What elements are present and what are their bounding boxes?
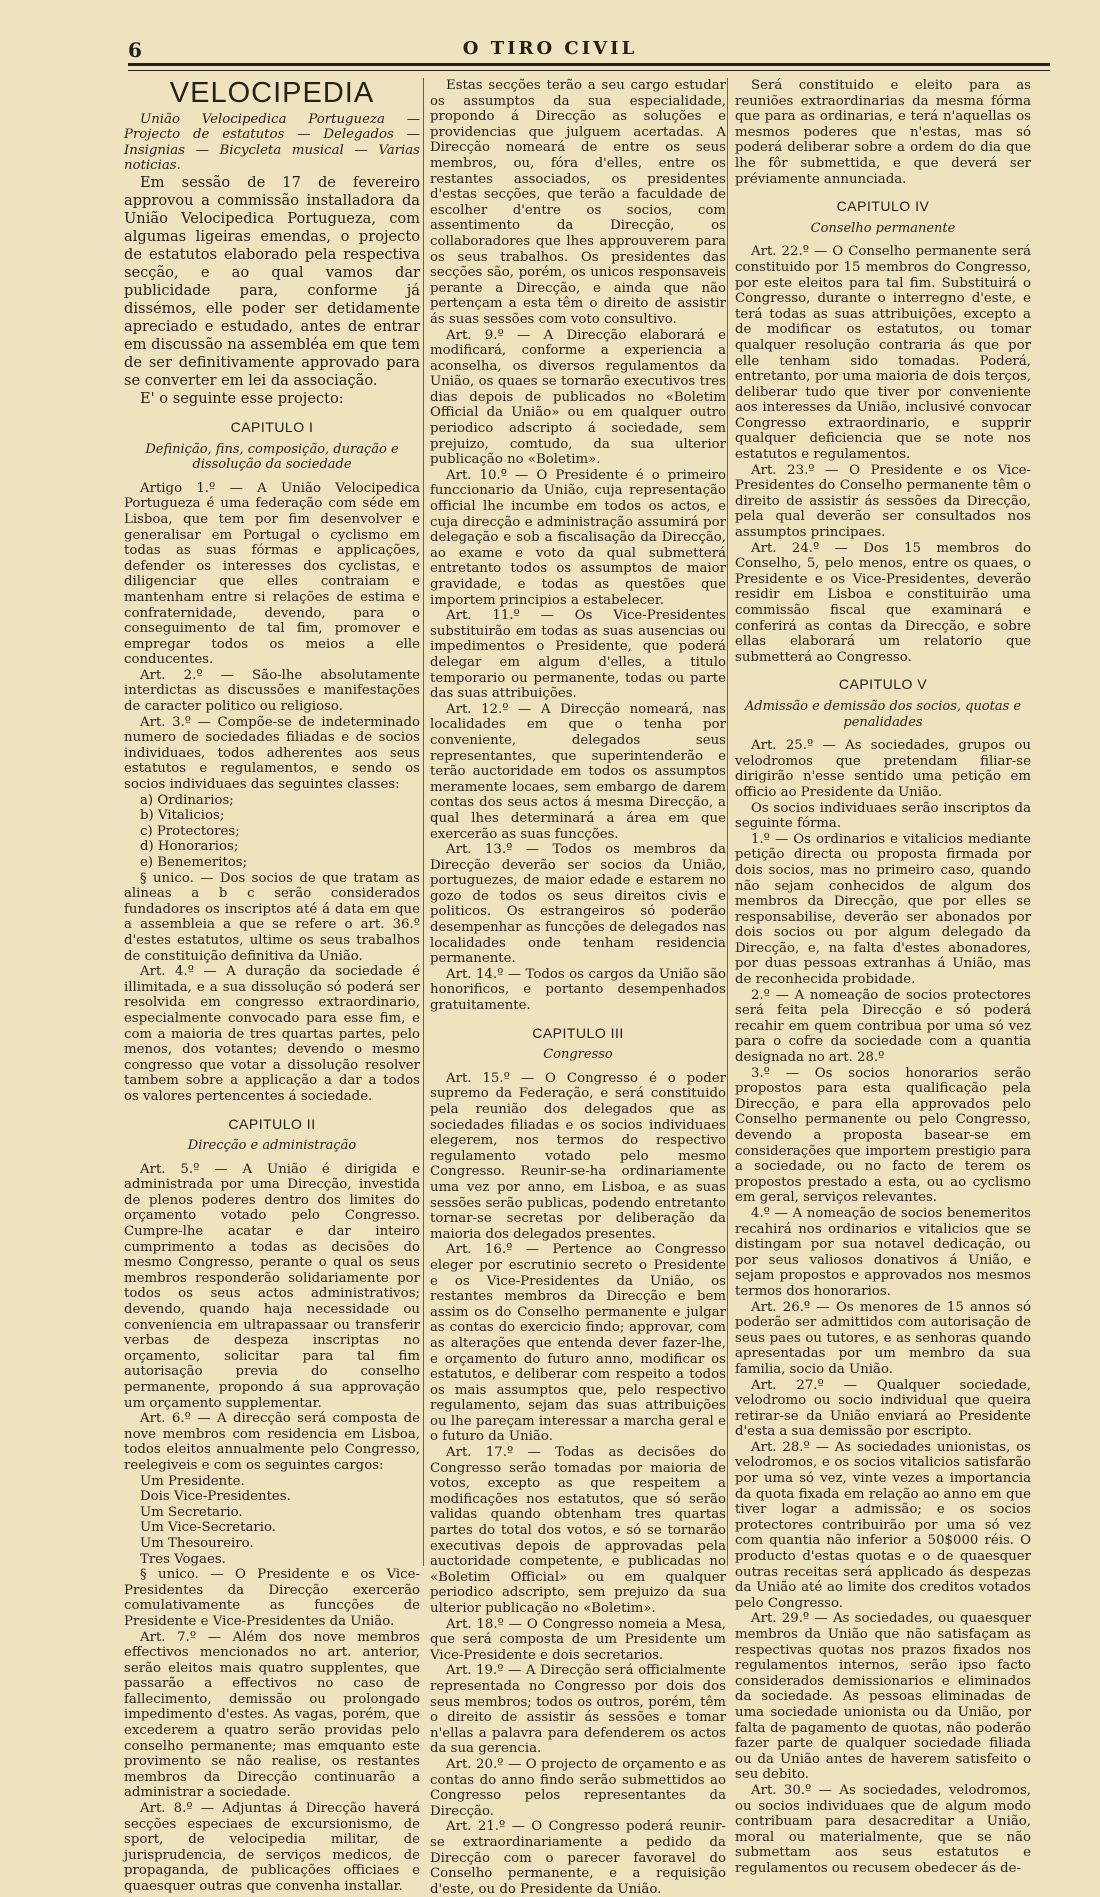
intro-paragraph: Em sessão de 17 de fevereiro approvou a commissão installadora da União Velocipedica Portugueza, com algumas ligeiras emendas, o projecto de estatutos elaborado pela respectiva secção, e ao qual vamos dar publicidade para, conforme já dissémos, elle poder ser detidamente apreciado e estudado, antes de entrar em discussão na assembléa em que tem de ser definitivamente approvado para se converter em lei da associação. xyxy=(124,173,420,389)
article: Art. 20.º — O projecto de orçamento e as contas do anno findo serão submettidos ao Congresso pelos representantes da Direcção. xyxy=(430,1756,726,1819)
chapter-heading: CAPITULO V xyxy=(838,676,928,693)
chapter-subtitle: Direcção e administração xyxy=(187,1138,357,1154)
list-item: Dois Vice-Presidentes. xyxy=(140,1489,291,1505)
article: Art. 25.º — As sociedades, grupos ou velodromos que pretendam filiar-se dirigirão n'esse sentido uma petição em officio ao Presidente da União. xyxy=(735,738,1031,800)
article: Art. 21.º — O Congresso poderá reunir-se extraordinariamente a pedido da Direcção com o parecer favoravel do Conselho permanente, e a requisição d'este, ou do Presidente da União. xyxy=(430,1819,726,1897)
article: Art. 27.º — Qualquer sociedade, velodromo ou socio individual que queira retirar-se da União enviará ao Presidente d'esta a sua demissão por escripto. xyxy=(735,1377,1031,1440)
article: Art. 28.º — As sociedades unionistas, os velodromos, e os socios vitalicios satisfarão por uma só vez, vinte vezes a importancia da quota fixada em relação ao anno em que tiver logar a admissão; e os socios protectores contribuirão por uma só vez com quantia não inferior a 50$000 réis. O producto d'estas quotas e o de quaesquer outras receitas será applicado ás despezas da União até ao limite dos creditos votados pelo Congresso. xyxy=(735,1439,1031,1611)
chapter-heading: CAPITULO III xyxy=(532,1024,624,1041)
list-item: Um Vice-Secretario. xyxy=(140,1520,277,1536)
chapter-heading: CAPITULO II xyxy=(228,1115,316,1132)
chapter-subtitle: Admissão e demissão dos socios, quotas e penalidades xyxy=(744,698,1022,730)
article: 1.º — Os ordinarios e vitalicios mediante petição directa ou proposta firmada por dois socios, mas no primeiro caso, quando não sejam conhecidos de algum dos membros da Direcção, que por elles se responsabilise, deverão ser abonados por dois socios ou por algum delegado da Direcção, e, na falta d'estes abonadores, por duas pessoas extranhas á União, mas de reconhecida probidade. xyxy=(735,831,1031,988)
article: § unico. — O Presidente e os Vice-Presidentes da Direcção exercerão comulativamente as funcções de Presidente e Vice-Presidentes da União. xyxy=(124,1567,420,1629)
article: 4.º — A nomeação de socios benemeritos recahirá nos ordinarios e vitalicios que se distingam por sua notavel dedicação, ou por seus valiosos donativos á União, e sejam propostos e approvados nos mesmos termos dos honorarios. xyxy=(735,1205,1031,1299)
intro xyxy=(124,174,420,408)
header-rule xyxy=(128,63,1050,66)
column-2 xyxy=(430,78,726,1897)
list-item: Um Thesoureiro. xyxy=(140,1535,254,1551)
article: Art. 16.º — Pertence ao Congresso eleger por escrutinio secreto o Presidente e os Vice-Presidentes da União, os restantes membros da Direcção e bem assim os do Conselho permanente e julgar as contas do exercicio findo; approvar, com as alterações que entenda dever fazer-lhe, e orçamento do futuro anno, modificar os estatutos, e deliberar com respeito a todos os mais assumptos que, pelo respectivo regulamento, sejam das suas attribuições ou lhe pareçam interessar a marcha geral e o futuro da União. xyxy=(430,1242,726,1445)
column-3 xyxy=(735,78,1031,1877)
chapter-subtitle: Definição, fins, composição, duração e dissolução da sociedade xyxy=(145,441,399,473)
list-item: Um Presidente. xyxy=(140,1473,245,1489)
article: Art. 12.º — A Direcção nomeará, nas localidades em que o tenha por conveniente, delegados seus representantes, que superintenderão e terão auctoridade em todos os assumptos meramente locaes, sem embargo de darem contas dos seus actos á mesma Direcção, a qual lhes determinará a área em que exercerão as suas funcções. xyxy=(430,701,726,842)
intro-paragraph: E' o seguinte esse projecto: xyxy=(140,389,344,407)
article: 2.º — A nomeação de socios protectores será feita pela Direcção e só poderá recahir em quem contribua por uma só vez para o cofre da sociedade com a quantia designada no art. 28.º xyxy=(735,987,1031,1066)
running-title: O TIRO CIVIL xyxy=(462,38,638,59)
section-summary: União Velocipedica Portugueza — Projecto de estatutos — Delegados — Insignias — Bicycleta musical — Varias noticias. xyxy=(124,111,420,174)
article: 3.º — Os socios honorarios serão propostos para esta qualificação pela Direcção, e para ella approvados pelo Conselho permanente ou pelo Congresso, devendo a proposta basear-se em considerações que importem prestigio para a sociedade, ou no facto de terem os propostos prestado a esta, ou ao cyclismo em geral, serviços relevantes. xyxy=(735,1065,1031,1206)
article: Art. 6.º — A direcção será composta de nove membros com residencia em Lisboa, todos eleitos annualmente pelo Congresso, reelegiveis e com os seguintes cargos: xyxy=(124,1411,420,1473)
article: Art. 10.º — O Presidente é o primeiro funccionario da União, cuja representação official lhe incumbe em todos os actos, e cuja direcção e administração assumirá por delegação e sob a fiscalisação da Direcção, ao exame e voto da qual submetterá entretanto todos os assumptos de maior gravidade, e todas as questões que importem principios a estabelecer. xyxy=(430,467,726,608)
list-item: c) Protectores; xyxy=(140,823,240,839)
article: Art. 15.º — O Congresso é o poder supremo da Federação, e será constituido pela reunião dos delegados que as sociedades filiadas e os socios individuaes elegerem, nos termos do respectivo regulamento votado pelo mesmo Congresso. Reunir-se-ha ordinariamente uma vez por anno, em Lisboa, e as suas sessões serão publicas, podendo entretanto tornar-se secretas por deliberação da maioria dos delegados presentes. xyxy=(430,1070,726,1242)
article: Art. 9.º — A Direcção elaborará e modificará, conforme a experiencia a aconselha, os diversos regulamentos da União, os quaes se tornarão executivos tres dias depois de publicados no «Boletim Official da União» ou em qualquer outro periodico adscripto á sociedade, sem prejuizo, comtudo, da sua ulterior publicação no «Boletim». xyxy=(430,327,726,468)
list-item: d) Honorarios; xyxy=(140,839,239,855)
article: Art. 24.º — Dos 15 membros do Conselho, 5, pelo menos, entre os quaes, o Presidente e os Vice-Presidentes, deverão residir em Lisboa e constituirão uma commissão fiscal que examinará e conferirá as contas da Direcção, e sobre ellas elaborará um relatorio que submetterá ao Congresso. xyxy=(735,540,1031,665)
chapter-subtitle: Conselho permanente xyxy=(810,220,956,236)
article: Art. 5.º — A União é dirigida e administrada por uma Direcção, investida de plenos poderes dentro dos limites do orçamento votado pelo Congresso. Cumpre-lhe acatar e dar inteiro cumprimento a todas as decisões do mesmo Congresso, perante o qual os seus membros responderão solidariamente por todos os seus actos administrativos; devendo, quando haja necessidade ou conveniencia em ultrapassaar ou transferir verbas de despeza inscriptas no orçamento, solicitar para tal fim autorisação previa do conselho permanente, propondo á sua approvação um orçamento supplementar. xyxy=(124,1161,420,1411)
article: Art. 2.º — São-lhe absolutamente interdictas as discussões e manifestações de caracter politico ou religioso. xyxy=(124,667,420,715)
column-divider xyxy=(727,78,728,1566)
header-rule-thin xyxy=(128,70,1050,71)
column-1 xyxy=(124,78,420,1895)
article: Art. 29.º — As sociedades, ou quaesquer membros da União que não satisfaçam as respectivas quotas nos prazos fixados nos regulamentos internos, serão ipso facto considerados demissionarios e eliminados da sociedade. As pessoas eliminadas de uma sociedade unionista ou da União, por falta de pagamento de quotas, não poderão fazer parte de qualquer sociedade filiada ou da União antes de haverem satisfeito o seu debito. xyxy=(735,1611,1031,1783)
article: Art. 11.º — Os Vice-Presidentes substituirão em todas as suas ausencias ou impedimentos o Presidente, que poderá delegar em algum d'elles, a titulo temporario ou permanente, todas ou parte das suas attribuições. xyxy=(430,608,726,702)
list-item: Tres Vogaes. xyxy=(140,1551,226,1567)
chapter-heading: CAPITULO IV xyxy=(836,198,930,215)
article: Será constituido e eleito para as reuniões extraordinarias da mesma fórma que para as ordinarias, e terá n'aquellas os mesmos poderes que n'estas, mas só poderá deliberar sobre a ordem do dia que lhe fôr submettida, e que deverá ser préviamente annunciada. xyxy=(735,78,1031,187)
article: § unico. — Dos socios de que tratam as alineas a b c serão considerados fundadores os inscriptos até á data em que a assembleia a que se refere o art. 36.º d'estes estatutos, ultime os seus trabalhos de constituição definitiva da União. xyxy=(124,870,420,964)
article: Art. 17.º — Todas as decisões do Congresso serão tomadas por maioria de votos, excepto as que respeitem a modificações nos estatutos, que só serão validas quando obtenham tres quartas partes do total dos votos, e só se tornarão executivas depois de approvadas pela auctoridade competente, e publicadas no «Boletim Official» ou em qualquer periodico adscripto, sem prejuizo da sua ulterior publicação no «Boletim». xyxy=(430,1445,726,1616)
article: Art. 13.º — Todos os membros da Direcção deverão ser socios da União, portuguezes, de maior edade e estarem no gozo de todos os seus direitos civis e politicos. Os estrangeiros só poderão desempenhar as funcções de delegados nas localidades onde tenham residencia permanente. xyxy=(430,842,726,967)
article: Art. 19.º — A Direcção será officialmente representada no Congresso por dois dos seus membros; todos os outros, porém, têm o direito de assistir ás sessões e tomar n'ellas a palavra para defenderem os actos da sua gerencia. xyxy=(430,1663,726,1757)
article: Art. 23.º — O Presidente e os Vice-Presidentes do Conselho permanente têm o direito de assistir ás sessões da Direcção, pela qual deverão ser consultados nos assumptos principaes. xyxy=(735,462,1031,541)
article: Art. 4.º — A duração da sociedade é illimitada, e a sua dissolução só poderá ser resolvida em congresso extraordinario, especialmente convocado para esse fim, e com a maioria de tres quartas partes, pelo menos, dos votantes; devendo o mesmo congresso que votar a dissolução resolver tambem sobre a applicação a dar a todos os valores pertencentes á sociedade. xyxy=(124,964,420,1104)
list-item: a) Ordinarios; xyxy=(140,792,234,808)
section-title: VELOCIPEDIA xyxy=(169,77,375,109)
article: Art. 3.º — Compõe-se de indeterminado numero de sociedades filiadas e de socios individuaes, todos adherentes aos seus estatutos e regulamentos, e sendo os socios individuaes das seguintes classes: xyxy=(124,714,420,793)
list-item: Um Secretario. xyxy=(140,1504,243,1520)
article: Art. 30.º — As sociedades, velodromos, ou socios individuaes que de algum modo contribuam para desacreditar a União, moral ou materialmente, que se não submettam aos seus estatutos e regulamentos ou recusem obedecer ás de- xyxy=(735,1782,1031,1876)
list-item: e) Benemeritos; xyxy=(140,855,248,870)
column-divider xyxy=(423,78,424,1566)
article: Art. 8.º — Adjuntas á Direcção haverá secções especiaes de excursionismo, de sport, de velocipedia militar, de jurisprudencia, de serviços medicos, de propaganda, de publicações officiaes e quaesquer outras que convenha installar. xyxy=(124,1801,420,1894)
article: Art. 7.º — Além dos nove membros effectivos mencionados no art. anterior, serão eleitos mais quatro supplentes, que passarão a effectivos no caso de fallecimento, demissão ou prolongado impedimento d'estes. As vagas, porém, que excederem a quatro serão providas pelo conselho permanente; mas emquanto este provimento se não realise, os restantes membros da Direcção continuarão a administrar a sociedade. xyxy=(124,1629,420,1801)
chapter-subtitle: Congresso xyxy=(543,1047,613,1063)
article: Artigo 1.º — A União Velocipedica Portugueza é uma federação com séde em Lisboa, que tem por fim desenvolver e generalisar em Portugal o cyclismo em todas as suas fórmas e applicações, defender os interesses dos cyclistas, e diligenciar que elles contraiam e mantenham entre si relações de estima e confraternidade, devendo, para o conseguimento de tal fim, promover e empregar todos os meios a elle conducentes. xyxy=(124,480,420,668)
article: Art. 26.º — Os menores de 15 annos só poderão ser admittidos com autorisação de seus paes ou tutores, e as senhoras quando apresentadas por um membro da sua familia, socio da União. xyxy=(735,1299,1031,1377)
article: Estas secções terão a seu cargo estudar os assumptos da sua especialidade, propondo á Direcção as soluções e providencias que julguem acertadas. A Direcção nomeará de entre os seus membros, ou, fóra d'elles, entre os restantes associados, os presidentes d'estas secções, que terão a faculdade de escolher d'entre os socios, com assentimento da Direcção, os collaboradores que lhes approuverem para os seus trabalhos. Os presidentes das secções são, porém, os unicos responsaveis perante a Direcção, e ainda que não pertençam a esta têm o direito de assistir ás suas sessões com voto consultivo. xyxy=(430,78,726,327)
article: Os socios individuaes serão inscriptos da seguinte fórma. xyxy=(735,800,1031,832)
list-item: b) Vitalicios; xyxy=(140,808,225,824)
article: Art. 18.º — O Congresso nomeia a Mesa, que será composta de um Presidente um Vice-Presidente e dois secretarios. xyxy=(430,1616,726,1663)
article: Art. 14.º — Todos os cargos da União são honorificos, e portanto desempenhados gratuitamente. xyxy=(430,966,726,1014)
chapter-heading: CAPITULO I xyxy=(230,418,314,435)
page-number: 6 xyxy=(128,38,142,62)
article: Art. 22.º — O Conselho permanente será constituido por 15 membros do Congresso, por este eleitos para tal fim. Substituirá o Congresso, durante o interregno d'este, e terá todas as suas attribuições, excepto a de modificar os estatutos, ou tomar qualquer resolução contraria ás que por elle tenham sido tomadas. Poderá, entretanto, por uma maioria de dois terços, deliberar tudo que tiver por conveniente aos interesses da União, inclusivé convocar Congresso extraordinario, e supprir qualquer deficiencia que se note nos estatutos e regulamentos. xyxy=(735,244,1031,463)
